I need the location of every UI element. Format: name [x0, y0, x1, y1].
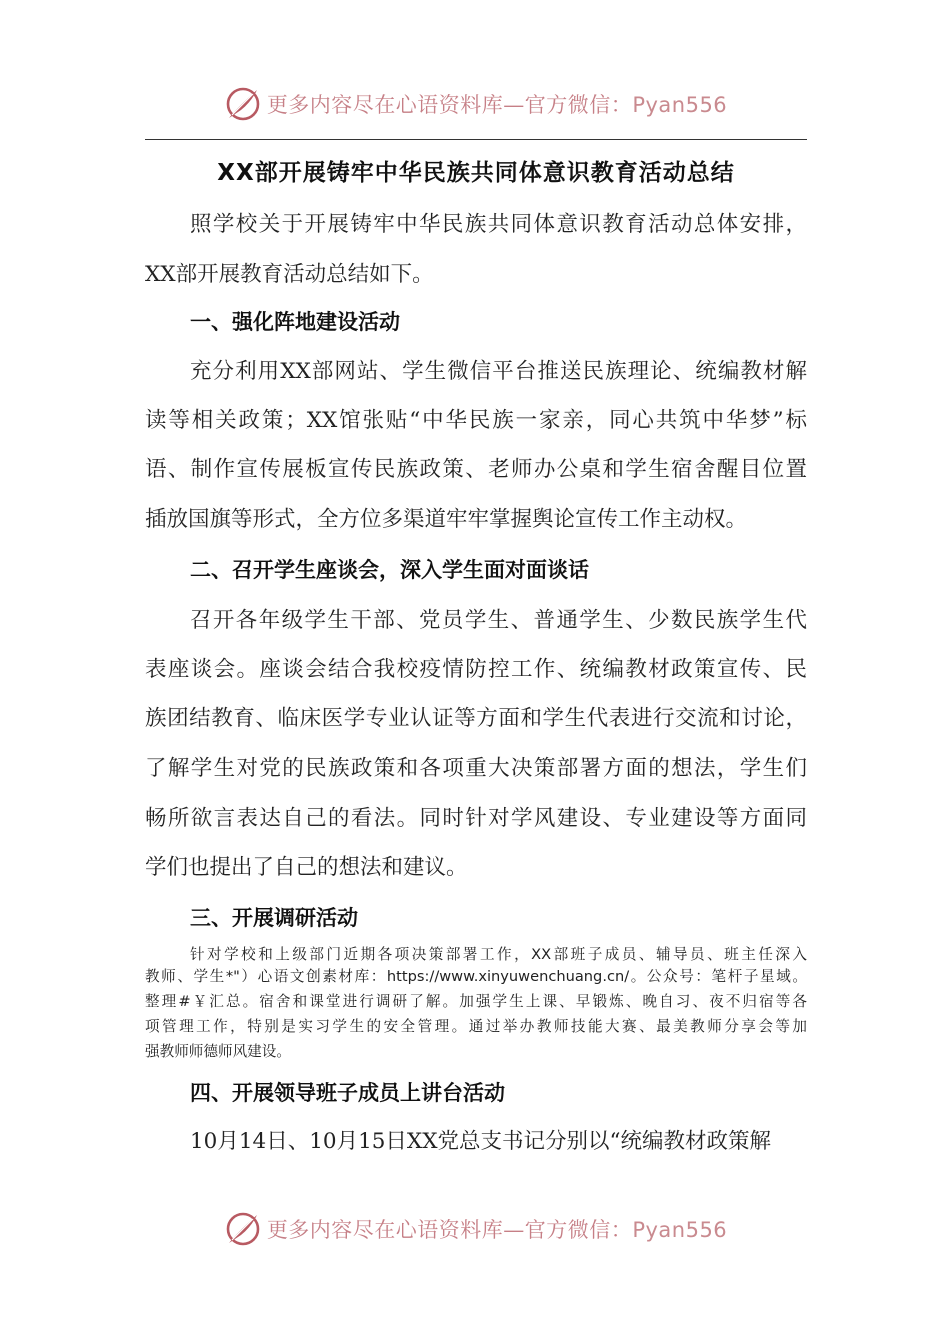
paragraph-line: 畅所欲言表达自己的看法。同时针对学风建设、专业建设等方面同 [145, 806, 807, 831]
watermark-text: 更多内容尽在心语资料库—官方微信：Pyan556 [266, 93, 728, 117]
paragraph-line: 教师、学生*"）心语文创素材库：https://www.xinyuwenchuang.cn/。公众号：笔杆子星域。 [145, 968, 807, 985]
paragraph-line: 表座谈会。座谈会结合我校疫情防控工作、统编教材政策宣传、民 [145, 657, 807, 682]
paragraph-line: 插放国旗等形式，全方位多渠道牢牢掌握舆论宣传工作主动权。 [145, 507, 748, 532]
paragraph-line: 10月14日、10月15日XX党总支书记分别以“统编教材政策解 [190, 1129, 772, 1154]
wechat-id: Pyan556 [632, 93, 728, 117]
wechat-id: Pyan556 [632, 1218, 728, 1242]
paragraph-line: 整理#￥汇总。宿舍和课堂进行调研了解。加强学生上课、早锻炼、晚自习、夜不归宿等各 [145, 993, 807, 1010]
watermark-text: 更多内容尽在心语资料库—官方微信：Pyan556 [266, 1218, 728, 1242]
section-heading: 一、强化阵地建设活动 [190, 310, 400, 334]
section-heading: 四、开展领导班子成员上讲台活动 [190, 1081, 505, 1105]
paragraph-line: XX部开展教育活动总结如下。 [145, 262, 434, 287]
paragraph-line: 充分利用XX部网站、学生微信平台推送民族理论、统编教材解 [190, 359, 807, 384]
header-rule [145, 139, 807, 140]
section-heading: 二、召开学生座谈会，深入学生面对面谈话 [190, 558, 589, 582]
paragraph-line: 强教师师德师风建设。 [145, 1043, 291, 1060]
paragraph-line: 族团结教育、临床医学专业认证等方面和学生代表进行交流和讨论， [145, 706, 807, 731]
paragraph-line: 项管理工作，特别是实习学生的安全管理。通过举办教师技能大赛、最美教师分享会等加 [145, 1018, 807, 1035]
paragraph-line: 了解学生对党的民族政策和各项重大决策部署方面的想法，学生们 [145, 756, 807, 781]
quill-pen-circle-icon [223, 84, 263, 124]
paragraph-line: 学们也提出了自己的想法和建议。 [145, 855, 468, 880]
section-heading: 三、开展调研活动 [190, 906, 358, 930]
watermark-banner-top [0, 82, 950, 126]
watermark-banner-bottom [0, 1207, 950, 1251]
document-title: XX部开展铸牢中华民族共同体意识教育活动总结 [217, 160, 735, 186]
paragraph-line: 针对学校和上级部门近期各项决策部署工作，XX部班子成员、辅导员、班主任深入 [190, 946, 807, 963]
paragraph-line: 读等相关政策；XX馆张贴“中华民族一家亲，同心共筑中华梦”标 [145, 408, 807, 433]
quill-pen-circle-icon [223, 1209, 263, 1249]
paragraph-line: 语、制作宣传展板宣传民族政策、老师办公桌和学生宿舍醒目位置 [145, 457, 807, 482]
paragraph-line: 照学校关于开展铸牢中华民族共同体意识教育活动总体安排， [190, 212, 807, 237]
paragraph-line: 召开各年级学生干部、党员学生、普通学生、少数民族学生代 [190, 608, 807, 633]
